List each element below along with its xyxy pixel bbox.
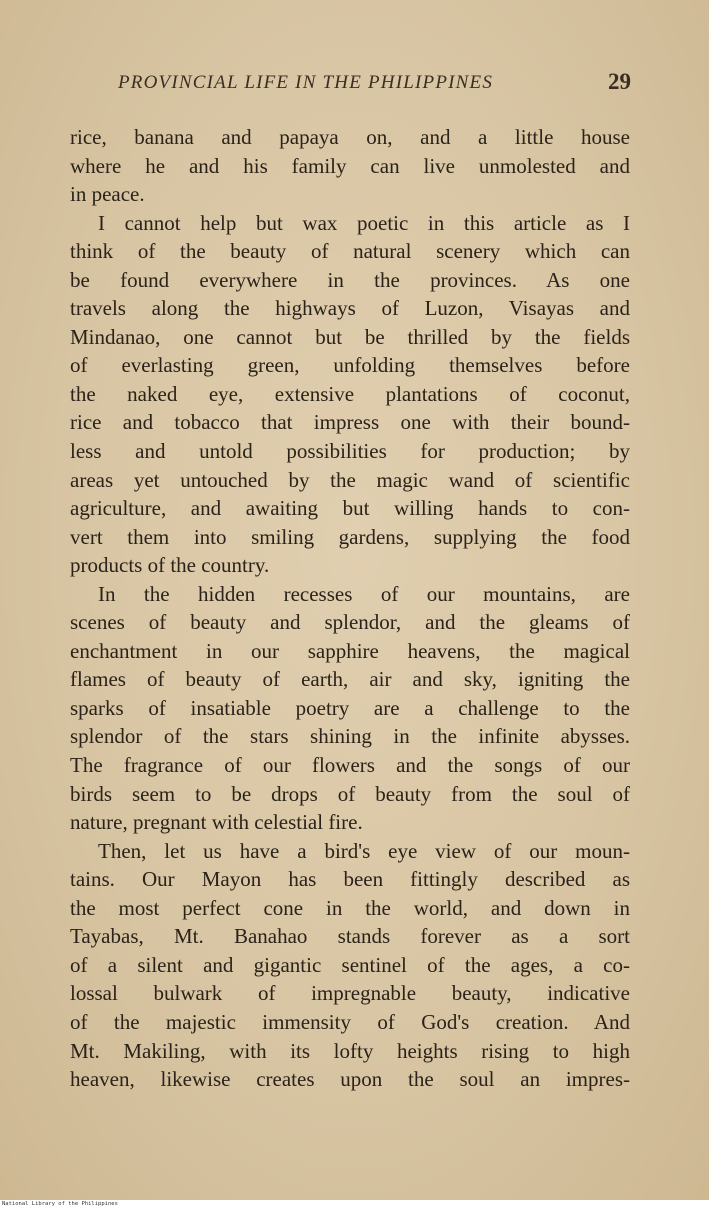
- text-line: In the hidden recesses of our mountains, are: [98, 581, 630, 606]
- library-credit: National Library of the Philippines: [2, 1201, 118, 1207]
- text-line: I cannot help but wax poetic in this article as I: [98, 210, 630, 235]
- body-text: [70, 123, 630, 1094]
- text-line: scenes of beauty and splendor, and the gleams of: [70, 610, 630, 635]
- text-line: Mt. Makiling, with its lofty heights rising to high: [70, 1038, 630, 1063]
- text-line: rice, banana and papaya on, and a little house: [70, 125, 630, 149]
- text-line: tains. Our Mayon has been fittingly described as: [70, 867, 630, 892]
- text-line: rice and tobacco that impress one with their bound-: [70, 410, 630, 435]
- text-line: of a silent and gigantic sentinel of the ages, a co-: [70, 952, 630, 977]
- text-line: the most perfect cone in the world, and down in: [70, 895, 630, 920]
- text-line: lossal bulwark of impregnable beauty, indicative: [70, 981, 630, 1006]
- text-line: splendor of the stars shining in the infinite abysses.: [70, 724, 630, 749]
- text-line: flames of beauty of earth, air and sky, igniting the: [70, 667, 630, 692]
- text-line: vert them into smiling gardens, supplying the food: [70, 524, 630, 549]
- text-line: of the majestic immensity of God's creation. And: [70, 1009, 630, 1034]
- text-line: the naked eye, extensive plantations of coconut,: [70, 381, 630, 406]
- text-line: areas yet untouched by the magic wand of scientific: [70, 467, 630, 492]
- running-title: PROVINCIAL LIFE IN THE PHILIPPINES: [118, 72, 494, 93]
- text-line: Then, let us have a bird's eye view of our moun-: [98, 838, 630, 863]
- text-line: agriculture, and awaiting but willing hands to con-: [70, 496, 630, 521]
- footer-strip: [0, 1200, 709, 1208]
- text-line: less and untold possibilities for production; by: [70, 439, 630, 464]
- text-line: heaven, likewise creates upon the soul an impres-: [70, 1067, 630, 1092]
- text-line: be found everywhere in the provinces. As one: [70, 267, 630, 292]
- text-line: Mindanao, one cannot but be thrilled by the fields: [70, 324, 630, 349]
- text-line: where he and his family can live unmolested and: [70, 153, 630, 178]
- text-line: products of the country.: [70, 553, 270, 578]
- text-line: nature, pregnant with celestial fire.: [70, 810, 363, 835]
- text-line: Tayabas, Mt. Banahao stands forever as a sort: [70, 924, 630, 949]
- text-line: of everlasting green, unfolding themselves before: [70, 353, 630, 378]
- text-line: birds seem to be drops of beauty from the soul of: [70, 781, 630, 806]
- text-line: travels along the highways of Luzon, Visayas and: [70, 296, 630, 321]
- text-line: in peace.: [70, 182, 145, 207]
- text-line: sparks of insatiable poetry are a challenge to the: [70, 695, 630, 720]
- text-line: enchantment in our sapphire heavens, the magical: [70, 638, 630, 663]
- page-number: 29: [608, 69, 631, 94]
- running-head: [118, 69, 638, 98]
- text-line: The fragrance of our flowers and the songs of our: [70, 753, 630, 778]
- text-line: think of the beauty of natural scenery which can: [70, 239, 630, 264]
